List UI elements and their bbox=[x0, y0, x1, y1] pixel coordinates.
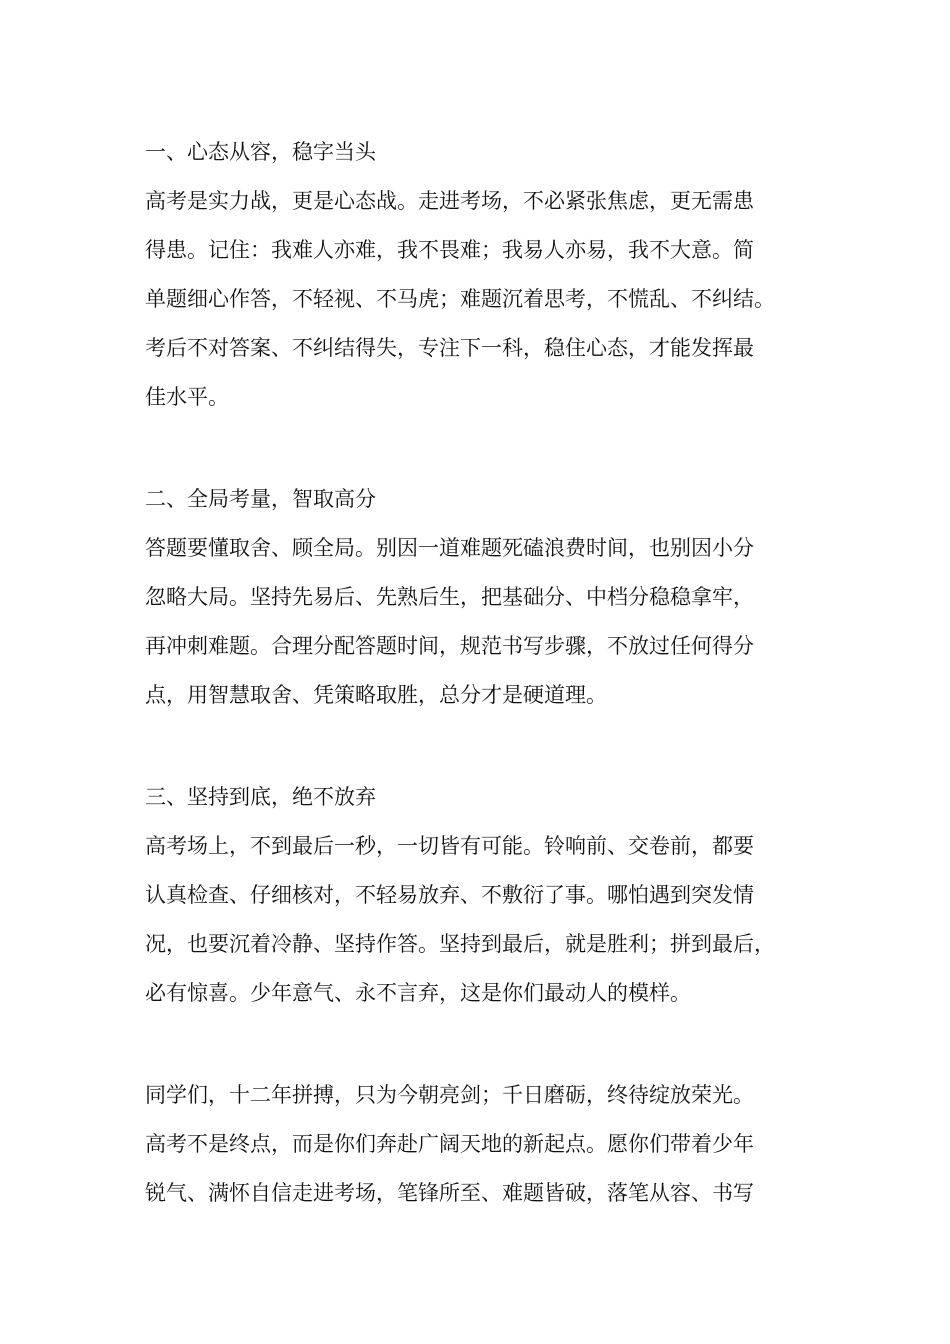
paragraph-line: 考后不对答案、不纠结得失，专注下一科，稳住心态，才能发挥最 bbox=[145, 336, 754, 360]
paragraph-line: 点，用智慧取舍、凭策略取胜，总分才是硬道理。 bbox=[145, 683, 607, 707]
paragraph-line: 得患。记住：我难人亦难，我不畏难；我易人亦易，我不大意。简 bbox=[145, 238, 754, 262]
paragraph-line: 高考是实力战，更是心态战。走进考场，不必紧张焦虑，更无需患 bbox=[145, 189, 754, 213]
section-spacer bbox=[145, 422, 825, 475]
section-3 bbox=[145, 773, 825, 1018]
section-spacer bbox=[145, 1018, 825, 1071]
document-body bbox=[145, 128, 825, 1218]
section-spacer bbox=[145, 720, 825, 773]
paragraph-line: 况，也要沉着冷静、坚持作答。坚持到最后，就是胜利；拼到最后， bbox=[145, 932, 775, 956]
section-1 bbox=[145, 128, 825, 422]
paragraph-line: 忽略大局。坚持先易后、先熟后生，把基础分、中档分稳稳拿牢， bbox=[145, 585, 754, 609]
paragraph-line: 必有惊喜。少年意气、永不言弃，这是你们最动人的模样。 bbox=[145, 981, 691, 1005]
paragraph-line: 高考场上，不到最后一秒，一切皆有可能。铃响前、交卷前，都要 bbox=[145, 834, 754, 858]
closing-paragraph bbox=[145, 1071, 825, 1218]
paragraph-line: 再冲刺难题。合理分配答题时间，规范书写步骤，不放过任何得分 bbox=[145, 634, 754, 658]
paragraph-line: 锐气、满怀自信走进考场，笔锋所至、难题皆破，落笔从容、书写 bbox=[145, 1181, 754, 1205]
paragraph-line: 佳水平。 bbox=[145, 385, 229, 409]
section-2 bbox=[145, 475, 825, 720]
paragraph-line: 高考不是终点，而是你们奔赴广阔天地的新起点。愿你们带着少年 bbox=[145, 1132, 754, 1156]
paragraph-line: 同学们，十二年拼搏，只为今朝亮剑；千日磨砺，终待绽放荣光。 bbox=[145, 1083, 754, 1107]
section-heading: 二、全局考量，智取高分 bbox=[145, 487, 376, 511]
section-heading: 一、心态从容，稳字当头 bbox=[145, 140, 376, 164]
paragraph-line: 单题细心作答，不轻视、不马虎；难题沉着思考，不慌乱、不纠结。 bbox=[145, 287, 775, 311]
paragraph-line: 答题要懂取舍、顾全局。别因一道难题死磕浪费时间，也别因小分 bbox=[145, 536, 754, 560]
paragraph-line: 认真检查、仔细核对，不轻易放弃、不敷衍了事。哪怕遇到突发情 bbox=[145, 883, 754, 907]
section-heading: 三、坚持到底，绝不放弃 bbox=[145, 785, 376, 809]
